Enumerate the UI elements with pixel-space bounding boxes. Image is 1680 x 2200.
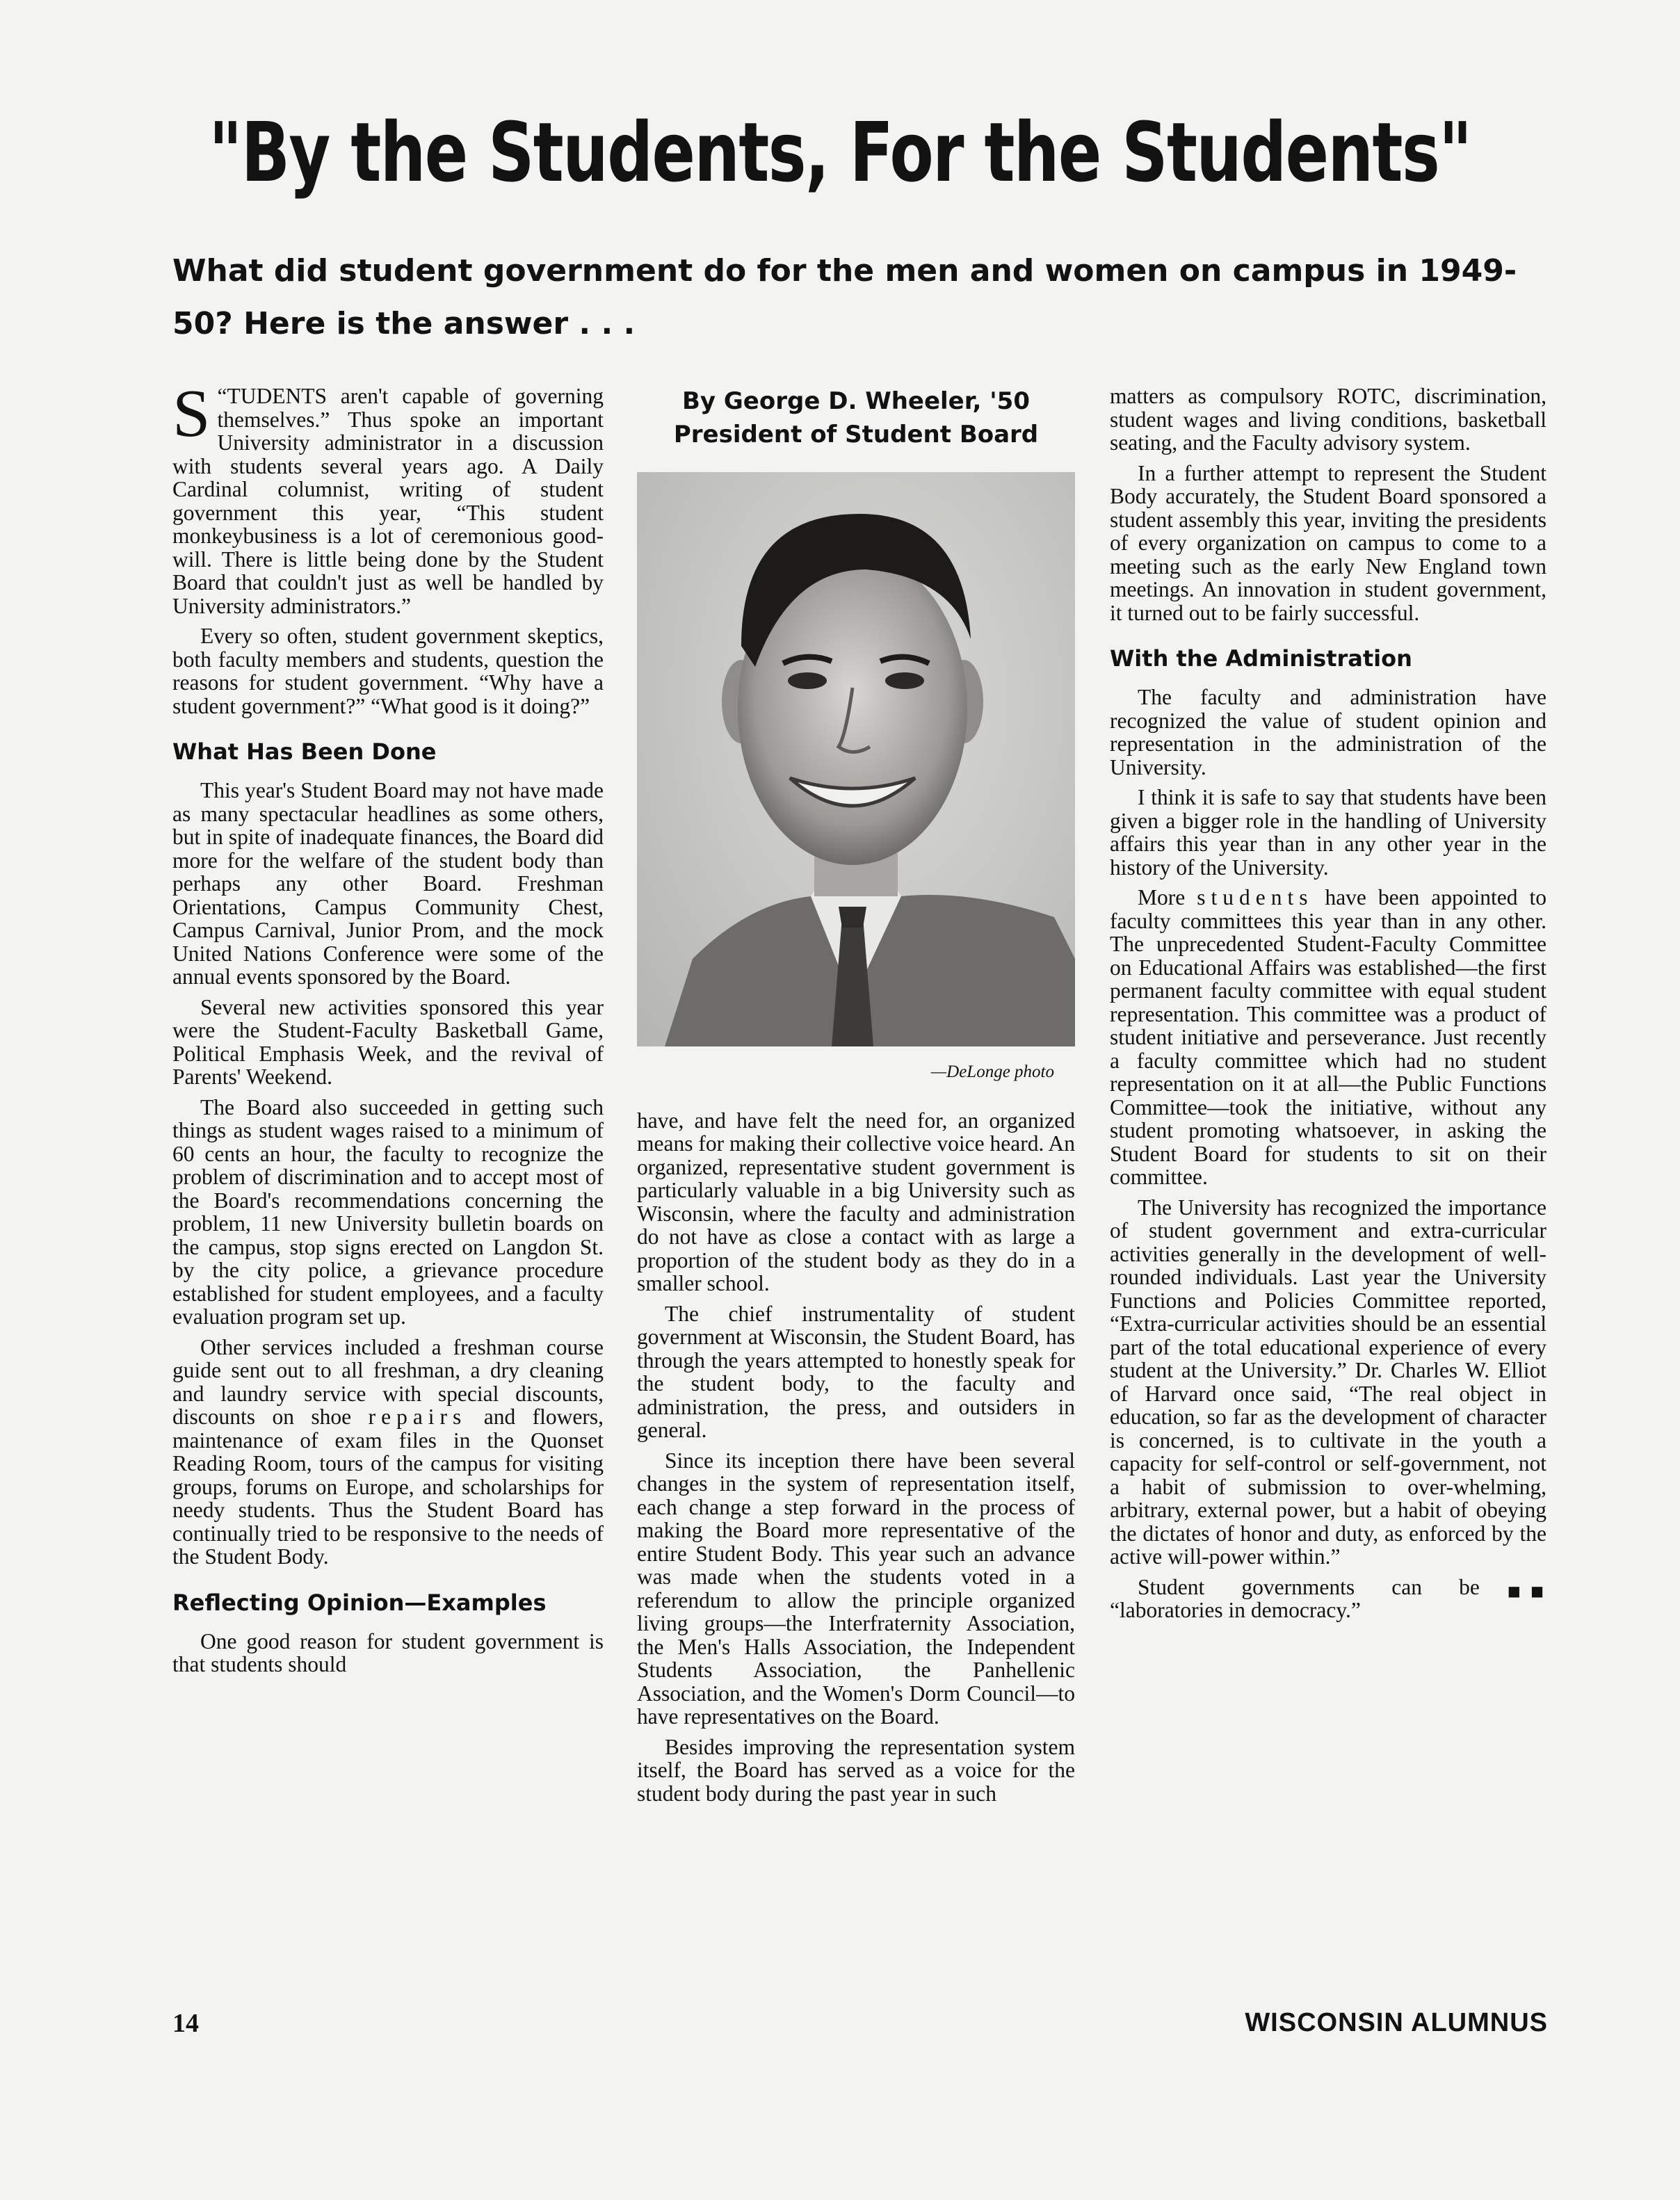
paragraph: Besides improving the representation system itself, the Board has served as a voice for the student body during the past year in such bbox=[637, 1734, 1075, 1806]
opening-quote: “ bbox=[217, 384, 227, 408]
paragraph: The University has recognized the importance of student government and extra-curricular activities generally in the development of well-rounded individuals. Last year the University Functions and Policies Committee reported, “Extra-curricular activities should be an essential part of the total educational experience of every student at the University.” Dr. Charles W. Elliot of Harvard once said, “The real object in education, so far as the development of character is concerned, is to cultivate in the youth a capacity for self-control or self-government, not a habit of submission to over-whelming, arbitrary, external power, but a habit of obeying the dictates of honor and duty, as enforced by the active will-power within.” bbox=[1110, 1195, 1546, 1569]
byline bbox=[637, 385, 1075, 451]
author-portrait-photo bbox=[637, 472, 1075, 1046]
paragraph bbox=[172, 1336, 604, 1569]
paragraph: In a further attempt to represent the Student Body accurately, the Student Board sponsored a student assembly this year, inviting the presidents of every organization on campus to come to a meeting such as the early New England town meetings. An innovation in student government, it turned out to be fairly successful. bbox=[1110, 460, 1546, 625]
paragraph: One good reason for student government is that students should bbox=[172, 1628, 604, 1676]
spaced-word: students bbox=[1197, 885, 1314, 909]
paragraph: The chief instrumentality of student government at Wisconsin, the Student Board, has through the years attempted to honestly speak for the student body, to the faculty and administration, the press, and outsiders in general. bbox=[637, 1301, 1075, 1442]
paragraph bbox=[172, 376, 604, 618]
paragraph: This year's Student Board may not have made as many spectacular headlines as some others, but in spite of inadequate finances, the Board did more for the welfare of the student body than perhaps any other Board. Freshman Orientations, Campus Community Chest, Campus Carnival, Junior Prom, and the mock United Nations Conference were some of the annual events sponsored by the Board. bbox=[172, 778, 604, 989]
paragraph-text: Student governments can be “laboratories in democracy.” bbox=[1110, 1574, 1480, 1622]
magazine-name: WISCONSIN ALUMNUS bbox=[1245, 2008, 1548, 2037]
paragraph bbox=[1110, 1576, 1546, 1622]
section-heading: With the Administration bbox=[1110, 645, 1412, 672]
column-1 bbox=[172, 376, 604, 1683]
spaced-word: repairs bbox=[368, 1405, 467, 1429]
page-number: 14 bbox=[172, 2009, 199, 2038]
paragraph-text: Other services included a freshman course guide sent out to all freshman, a dry cleaning and laundry service with special discounts, discounts on shoe bbox=[172, 1334, 604, 1429]
photo-credit: —DeLonge photo bbox=[930, 1062, 1054, 1081]
column-3 bbox=[1110, 385, 1546, 1629]
paragraph: Several new activities sponsored this year were the Student-Faculty Basketball Game, Political Emphasis Week, and the revival of Parents' Weekend. bbox=[172, 994, 604, 1089]
paragraph-text: TUDENTS aren't capable of governing themselves.” Thus spoke an important University administrator in a discussion with students several years ago. A Daily Cardinal columnist, writing of student government this year, “This student monkeybusiness is a lot of ceremonious good-will. There is little being done by the Student Board that couldn't just as well be handled by University administrators.” bbox=[172, 384, 604, 618]
paragraph: have, and have felt the need for, an organized means for making their collective voice heard. An organized, representative student government is particularly valuable in a big University such as Wisconsin, where the faculty and administration do not have as close a contact with as large a proportion of the student body as they do in a smaller school. bbox=[637, 1108, 1075, 1295]
paragraph: Since its inception there have been several changes in the system of representation itself, each change a step forward in the process of making the Board more representative of the entire Student Body. This year such an advance was made when the students voted in a referendum to allow the principle organized living groups—the Interfraternity Association, the Men's Halls Association, the Independent Students Association, the Panhellenic Association, and the Women's Dorm Council—to have representatives on the Board. bbox=[637, 1448, 1075, 1729]
paragraph bbox=[1110, 886, 1546, 1189]
paragraph: The faculty and administration have recognized the value of student opinion and representation in the administration of the University. bbox=[1110, 685, 1546, 779]
paragraph-text: have been appointed to faculty committees this year than in any other. The unprecedented Student-Faculty Committee on Educational Affairs was established—the first permanent faculty committee with equal student representation. This committee was a product of student initiative and perseverance. Just recently a faculty committee which had no student representation on it at all—the Public Functions Committee—took the initiative, without any student promoting whatsoever, in asking the Student Board for students to sit on their committee. bbox=[1110, 885, 1546, 1189]
paragraph: matters as compulsory ROTC, discrimination, student wages and living conditions, basketball seating, and the Faculty advisory system. bbox=[1110, 384, 1546, 455]
portrait-illustration bbox=[637, 472, 1075, 1046]
paragraph-text: More bbox=[1138, 885, 1186, 909]
column-2 bbox=[637, 385, 1075, 1812]
paragraph: I think it is safe to say that students have been given a bigger role in the handling of University affairs this year than in any other year in the history of the University. bbox=[1110, 785, 1546, 880]
section-heading: Reflecting Opinion—Examples bbox=[172, 1589, 547, 1616]
end-mark: ■ ■ bbox=[1507, 1582, 1546, 1599]
headline: "By the Students, For the Students" bbox=[209, 104, 1471, 200]
deck: What did student government do for the men and women on campus in 1949-50? Here is the answer . . . bbox=[172, 253, 1517, 341]
byline-author: By George D. Wheeler, '50 bbox=[681, 387, 1030, 415]
byline-title: President of Student Board bbox=[673, 421, 1039, 448]
paragraph: The Board also succeeded in getting such things as student wages raised to a minimum of 60 cents an hour, the faculty to recognize the problem of discrimination and to accept most of the Board's recommendations concerning the problem, 11 new University bulletin boards on the campus, stop signs erected on Langdon St. by the city police, a grievance procedure established for student employees, and a faculty evaluation program set up. bbox=[172, 1094, 604, 1329]
section-heading: What Has Been Done bbox=[172, 738, 437, 765]
paragraph: Every so often, student government skeptics, both faculty members and students, question the reasons for student government. “Why have a student government?” “What good is it doing?” bbox=[172, 624, 604, 718]
drop-cap: S bbox=[172, 376, 211, 451]
paragraph-text: and flowers, maintenance of exam files in the Quonset Reading Room, tours of the campus for visiting groups, forums on Europe, and scholarships for needy students. Thus the Student Board has continually tried to be responsive to the needs of the Student Body. bbox=[172, 1405, 604, 1569]
